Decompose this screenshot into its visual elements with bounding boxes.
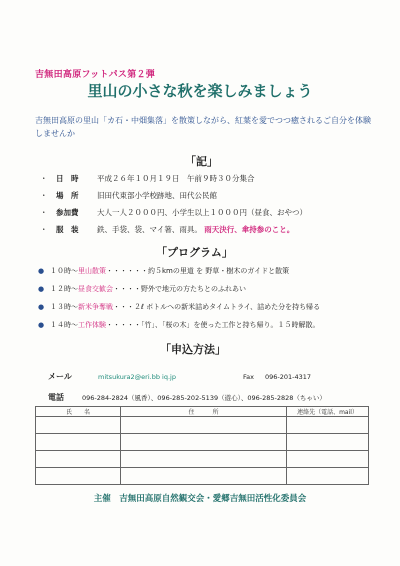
tel-row xyxy=(48,385,326,404)
intro-text: 吉無田高原の里山「カ石・中畑集落」を散策しながら、紅葉を愛でつつ癒されるご自分を体験しませんか xyxy=(35,116,371,138)
address-cell[interactable] xyxy=(121,468,287,485)
address-cell[interactable] xyxy=(121,451,287,468)
program-time: １４時～ xyxy=(50,321,78,329)
program-desc: ・・・・・「竹」、「桜の木」を使った工作と持ち帰り。１５時解散。 xyxy=(106,321,320,329)
organizer-footer: 主催 吉無田高原自然観交会・愛郷吉無田活性化委員会 xyxy=(93,494,307,504)
fee-value: 大人一人２０００円、小学生以上１０００円（昼食、おやつ） xyxy=(97,208,307,217)
program-item xyxy=(38,265,320,277)
details-list xyxy=(40,173,307,236)
date-label: 日 時 xyxy=(56,174,79,183)
form-row[interactable] xyxy=(36,468,369,485)
address-cell[interactable] xyxy=(121,417,287,434)
program-item xyxy=(38,283,320,295)
address-cell[interactable] xyxy=(121,434,287,451)
bullet-icon: ● xyxy=(38,321,45,329)
place-value: 旧田代東部小学校跡地、田代公民館 xyxy=(97,191,217,200)
page-title: 里山の小さな秋を楽しみましょう xyxy=(87,82,313,100)
details-row-fee: ・ 参加費 大人一人２０００円、小学生以上１０００円（昼食、おやつ） xyxy=(40,208,307,217)
mail-row xyxy=(48,364,311,383)
program-name: 里山散策 xyxy=(78,267,106,275)
program-list xyxy=(38,265,320,331)
form-header-address: 住 所 xyxy=(121,407,287,417)
form-row[interactable] xyxy=(36,451,369,468)
details-heading: 「記」 xyxy=(185,155,218,168)
bullet-icon: ● xyxy=(38,285,45,293)
series-title: 吉無田高原フットパス第２弾 xyxy=(35,70,156,80)
program-time: １０時～ xyxy=(50,267,78,275)
program-name: 新米争奪戦 xyxy=(78,303,113,311)
mail-label: メール xyxy=(48,372,72,381)
program-item xyxy=(38,319,320,331)
name-cell[interactable] xyxy=(36,451,121,468)
mail-address[interactable]: mitsukura2@eri.bb iq.jp xyxy=(98,373,176,381)
contact-cell[interactable] xyxy=(287,434,369,451)
contact-cell[interactable] xyxy=(287,451,369,468)
details-row-clothes: ・ 服 装 鉄、手袋、袋、マイ箸、雨具。 雨天決行、傘持参のこと。 xyxy=(40,225,295,234)
form-row[interactable] xyxy=(36,434,369,451)
form-row[interactable] xyxy=(36,417,369,434)
clothes-value: 鉄、手袋、袋、マイ箸、雨具。 xyxy=(97,225,202,234)
program-heading: 「プログラム」 xyxy=(156,246,233,259)
program-item xyxy=(38,301,320,313)
form-header-row xyxy=(36,407,369,417)
fax-label: Fax xyxy=(243,373,254,381)
program-name: 昼食交歓会 xyxy=(78,285,113,293)
apply-heading: 「申込方法」 xyxy=(160,343,226,356)
program-time: １３時～ xyxy=(50,303,78,311)
program-name: 工作体験 xyxy=(78,321,106,329)
bullet-icon: ● xyxy=(38,303,45,311)
details-row-place: ・ 場 所 旧田代東部小学校跡地、田代公民館 xyxy=(40,191,217,200)
name-cell[interactable] xyxy=(36,417,121,434)
application-form-table xyxy=(35,406,369,485)
details-row-date: ・ 日 時 平成２６年１０月１９日 午前９時３０分集合 xyxy=(40,174,255,183)
program-desc: ・・・２ℓ ボトルへの新米詰めタイムトライ、詰めた分を持ち帰る xyxy=(113,303,321,311)
contact-cell[interactable] xyxy=(287,417,369,434)
fax-number: 096-201-4317 xyxy=(265,373,312,381)
bullet-icon: ● xyxy=(38,267,45,275)
fee-label: 参加費 xyxy=(56,208,79,217)
clothes-label: 服 装 xyxy=(56,225,79,234)
date-value: 平成２６年１０月１９日 午前９時３０分集合 xyxy=(97,174,255,183)
rain-note: 雨天決行、傘持参のこと。 xyxy=(204,225,295,234)
place-label: 場 所 xyxy=(56,191,79,200)
name-cell[interactable] xyxy=(36,468,121,485)
contact-cell[interactable] xyxy=(287,468,369,485)
tel-label: 電話 xyxy=(48,393,64,402)
program-desc: ・・・・野外で地元の方たちとのふれあい xyxy=(113,285,246,293)
tel-numbers: 096-284-2824（風香）、096-285-202-5139（遊心）、096-285-2828（ちゃい） xyxy=(82,394,326,402)
form-header-name: 氏 名 xyxy=(36,407,121,417)
program-desc: ・・・・・・約５kmの里道 を 野草・樹木のガイドと散策 xyxy=(106,267,290,275)
name-cell[interactable] xyxy=(36,434,121,451)
program-time: １２時～ xyxy=(50,285,78,293)
form-header-contact: 連絡先（電話、mail） xyxy=(287,407,369,417)
